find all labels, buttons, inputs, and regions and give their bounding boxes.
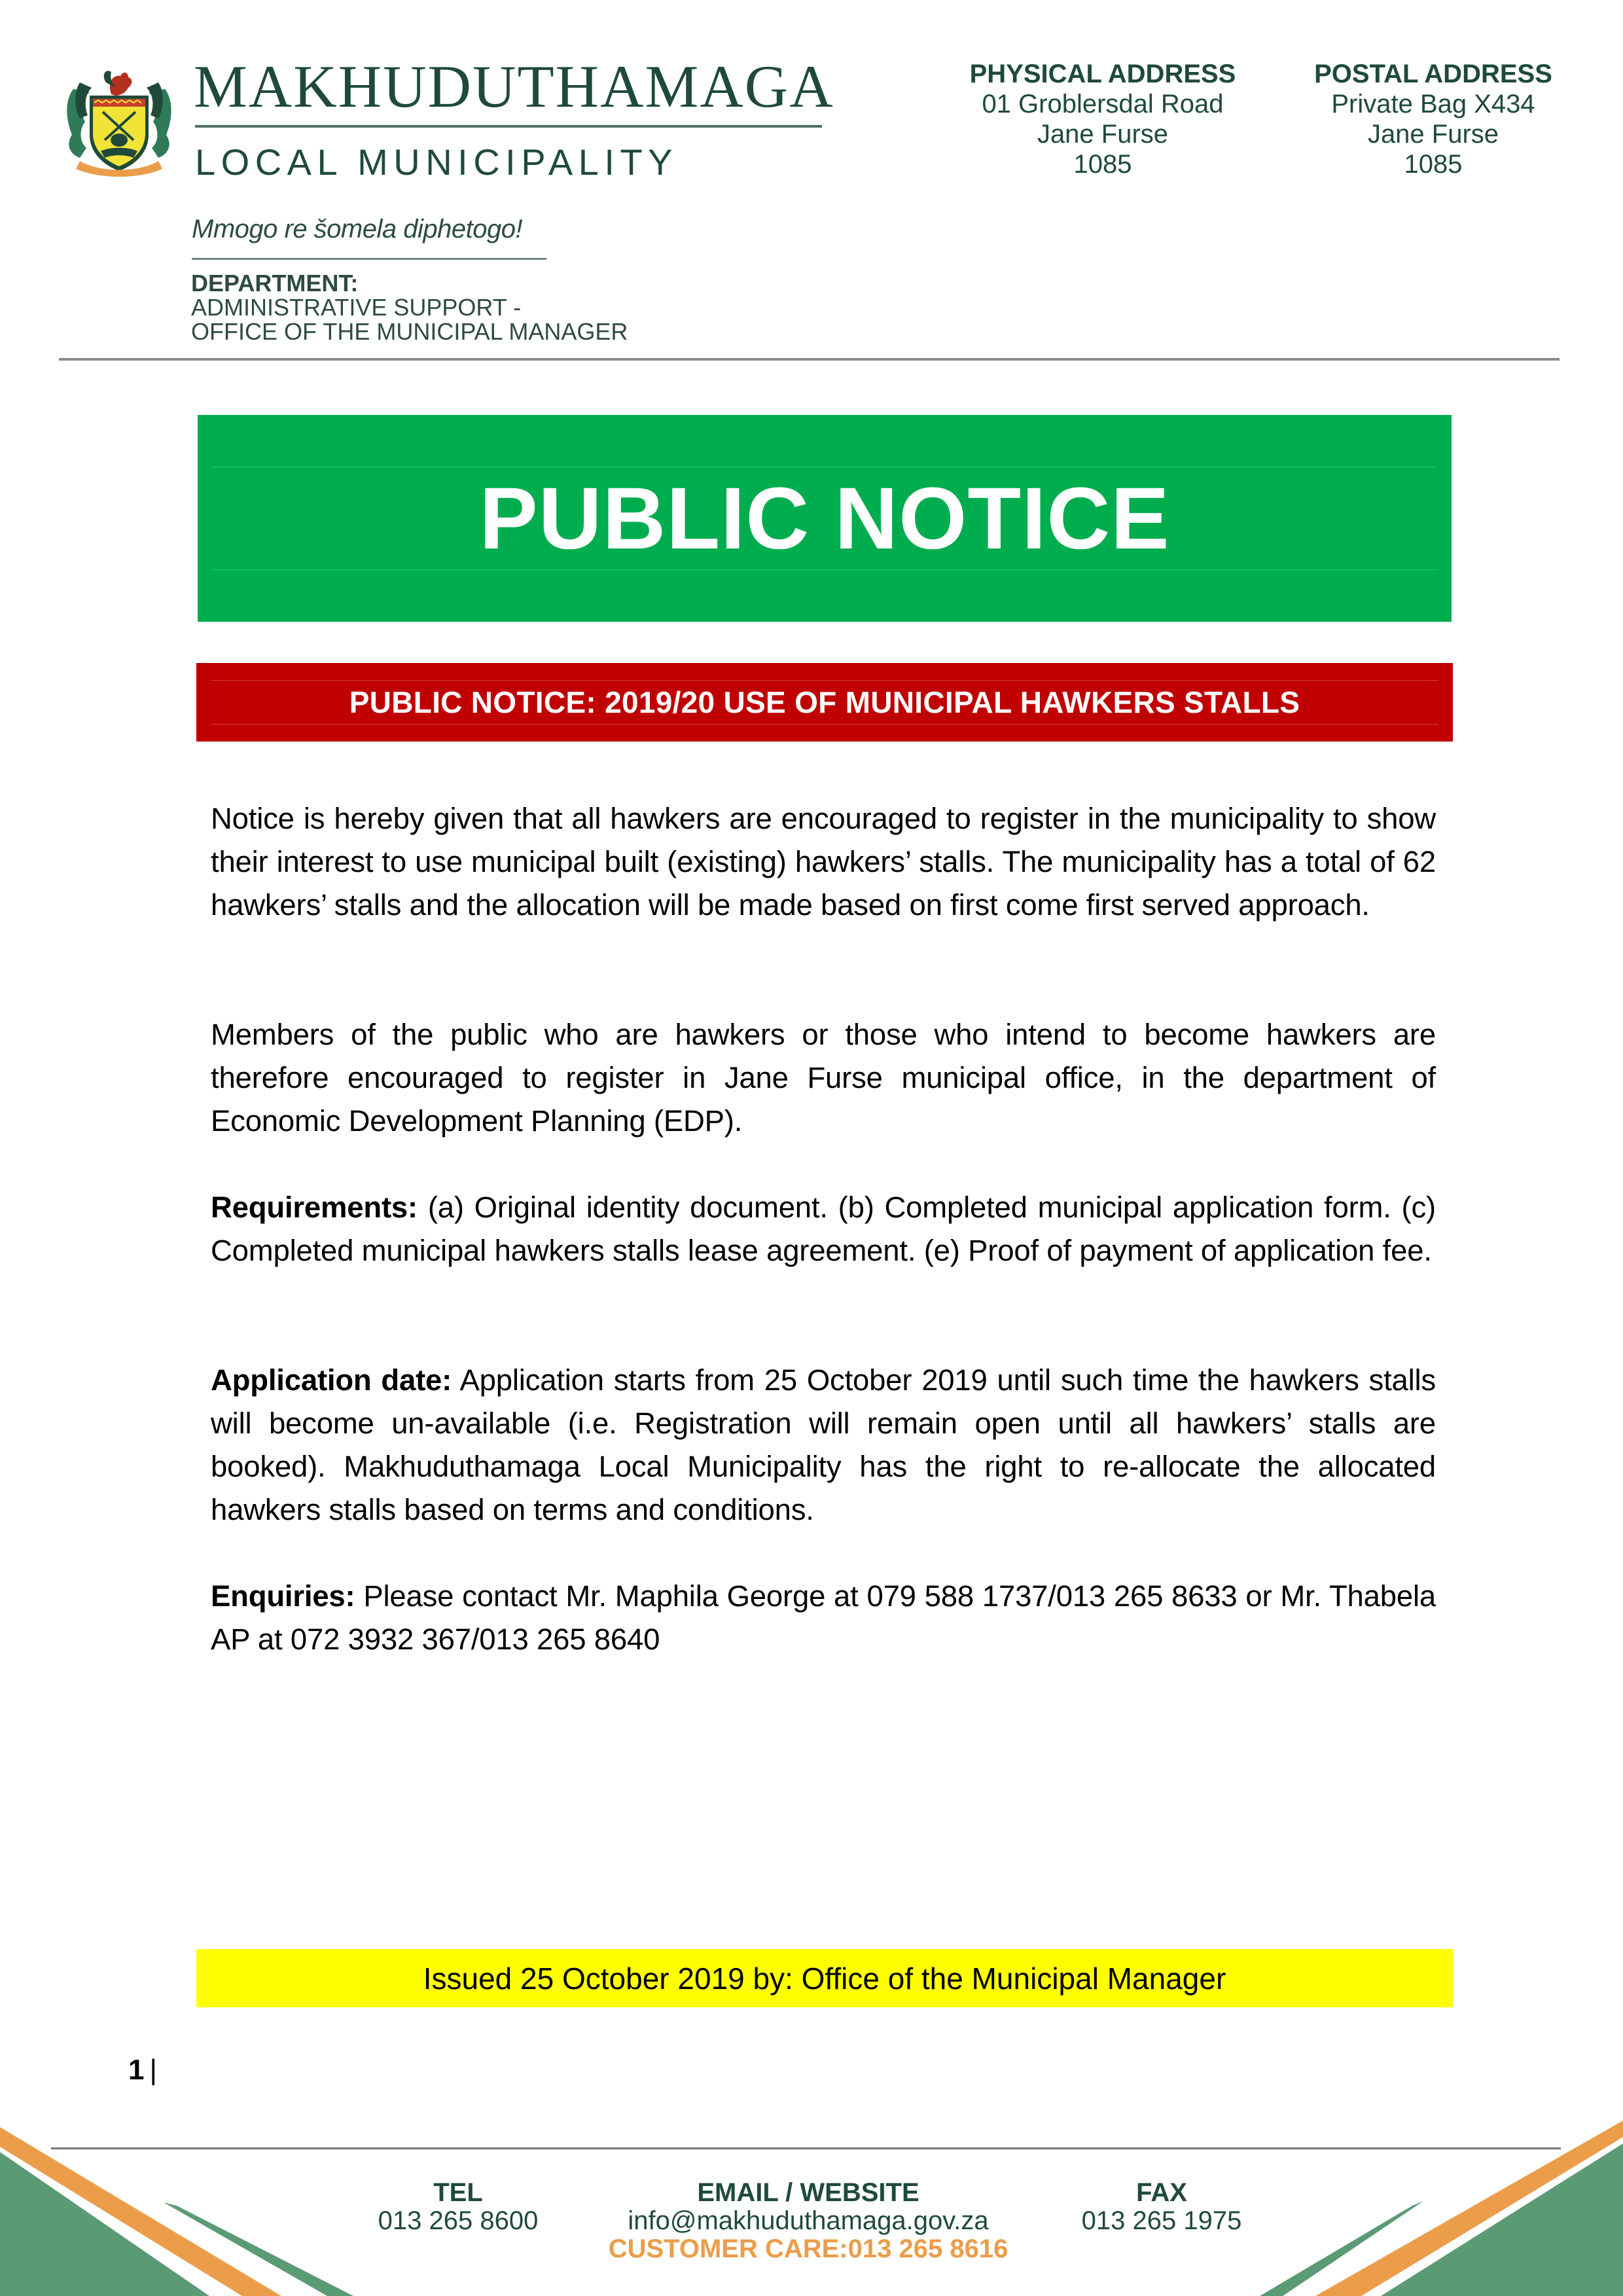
footer-email-website [589, 2179, 1027, 2263]
requirements-paragraph [211, 1186, 1436, 1272]
email-heading: EMAIL / WEBSITE [697, 2178, 919, 2207]
enquiries-paragraph [211, 1575, 1436, 1661]
issued-text: Issued 25 October 2019 by: Office of the Municipal Manager [423, 1961, 1226, 1996]
municipal-crest-icon [60, 63, 178, 181]
department-label: DEPARTMENT: [191, 270, 359, 296]
page-number-value: 1 [128, 2054, 145, 2086]
physical-address-line-1: 01 Groblersdal Road [982, 90, 1224, 118]
customer-care-line: CUSTOMER CARE:013 265 8616 [608, 2234, 1008, 2263]
members-paragraph: Members of the public who are hawkers or those who intend to become hawkers are therefore encouraged to register in Jane Furse municipal office, in the department of Economic Development Planning (EDP). [211, 1018, 1436, 1138]
application-date-paragraph [211, 1359, 1436, 1532]
tel-heading: TEL [433, 2178, 483, 2207]
page-number-separator: | [149, 2054, 157, 2086]
physical-address [949, 59, 1257, 179]
footer-fax [1047, 2179, 1276, 2235]
header-divider [59, 358, 1560, 361]
municipality-name: MAKHUDUTHAMAGA [194, 53, 834, 120]
physical-address-line-2: Jane Furse [1037, 120, 1169, 149]
postal-address-line-1: Private Bag X434 [1331, 90, 1535, 118]
postal-address-heading: POSTAL ADDRESS [1314, 60, 1552, 88]
requirements-text: (a) Original identity document. (b) Completed municipal application form. (c) Completed municipal hawkers stalls lease agreement. (e) Proof of payment of application fee. [211, 1191, 1436, 1267]
motto: Mmogo re šomela diphetogo! [192, 215, 523, 243]
notice-subject-banner [196, 663, 1453, 742]
banner-title: PUBLIC NOTICE [479, 469, 1170, 567]
footer-divider [51, 2147, 1561, 2149]
postal-address-line-3: 1085 [1404, 150, 1463, 179]
department-block [191, 271, 628, 344]
fax-value: 013 265 1975 [1081, 2206, 1242, 2235]
issued-statement [196, 1949, 1453, 2007]
motto-divider [192, 258, 546, 260]
notice-subject: PUBLIC NOTICE: 2019/20 USE OF MUNICIPAL HAWKERS STALLS [349, 685, 1300, 719]
department-line-2: OFFICE OF THE MUNICIPAL MANAGER [191, 318, 628, 345]
postal-address [1293, 59, 1574, 179]
email-value: info@makhuduthamaga.gov.za [628, 2206, 989, 2235]
public-notice-banner [198, 415, 1452, 622]
application-date-text: Application starts from 25 October 2019 until such time the hawkers stalls will become un-available (i.e. Registration will remain open until all hawkers’ stalls are booked). Makhuduthamaga Local Municipality has the right to re-allocate the allocated hawkers stalls based on terms and conditions. [211, 1363, 1436, 1526]
application-date-label: Application date: [211, 1363, 452, 1397]
brand-divider [195, 125, 822, 128]
fax-heading: FAX [1136, 2178, 1187, 2207]
requirements-label: Requirements: [211, 1191, 418, 1224]
page-number [128, 2054, 157, 2087]
physical-address-heading: PHYSICAL ADDRESS [969, 60, 1236, 88]
enquiries-text: Please contact Mr. Maphila George at 079 588 1737/013 265 8633 or Mr. Thabela AP at 072 3932 367/013 265 8640 [211, 1579, 1436, 1656]
enquiries-label: Enquiries: [211, 1579, 355, 1613]
intro-paragraph: Notice is hereby given that all hawkers are encouraged to register in the municipality to show their interest to use municipal built (existing) hawkers’ stalls. The municipality has a total of 62 hawkers’ stalls and the allocation will be made based on first come first served approach. [211, 802, 1436, 922]
municipality-subtitle: LOCAL MUNICIPALITY [195, 141, 679, 183]
department-line-1: ADMINISTRATIVE SUPPORT - [191, 294, 522, 321]
tel-value: 013 265 8600 [378, 2206, 539, 2235]
physical-address-line-3: 1085 [1073, 150, 1132, 179]
postal-address-line-2: Jane Furse [1367, 120, 1499, 149]
footer-telephone [353, 2179, 563, 2235]
